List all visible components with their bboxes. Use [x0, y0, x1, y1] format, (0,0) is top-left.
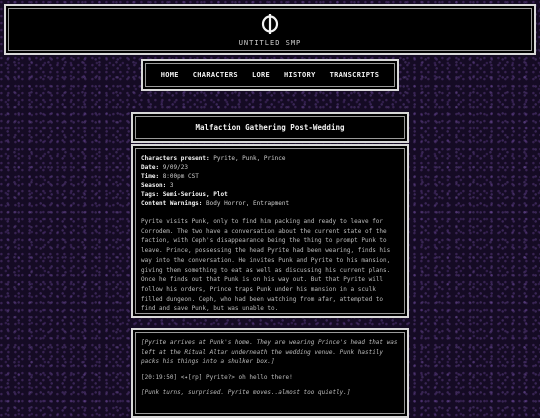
meta-season-label: Season: — [141, 182, 167, 189]
meta-date — [141, 163, 399, 172]
meta-characters-value: Pyrite, Punk, Prince — [213, 155, 286, 162]
meta-date-value: 9/09/23 — [162, 164, 188, 171]
post-summary: Pyrite visits Punk, only to find him packing and ready to leave for Corrodem. The two have a conversation about the current state of the faction, with Ceph's disappearance being the thing to prompt Punk to leave. Prince, possessing the head Pyrite had been wearing, finds his way into the conversation. He invites Punk and Pyrite to his mansion, giving them something to eat as well as discussing his current plans. Once he finds out that Punk is on his way out. But that Pyrite will follow his orders, Prince traps Punk under his mansion in a sculk filled dungeon. Ceph, who had been watching from afar, attempted to find and save Punk, but was unable to. — [141, 218, 391, 313]
meta-season-value: 3 — [169, 182, 174, 189]
main-nav — [141, 59, 399, 91]
nav-characters[interactable]: CHARACTERS — [192, 71, 238, 79]
meta-warnings-value: Body Horror, Entrapment — [206, 200, 290, 207]
site-header — [4, 4, 536, 55]
meta-season — [141, 181, 399, 190]
meta-warnings — [141, 199, 399, 208]
transcript-line: [Pyrite arrives at Punk's home. They are wearing Prince's head that was left at the Ritual Altar underneath the wedding venue. Punk hastily packs his things into a shulker box.] — [141, 339, 398, 365]
meta-tags — [141, 190, 399, 199]
meta-warnings-label: Content Warnings: — [141, 200, 203, 207]
nav-lore[interactable]: LORE — [251, 71, 270, 79]
meta-date-label: Date: — [141, 164, 160, 171]
transcript-line: [Punk turns, surprised. Pyrite moves..almost too quietly.] — [141, 389, 351, 396]
post-info-box — [131, 144, 409, 318]
phi-symbol-icon[interactable] — [261, 13, 279, 35]
meta-characters-label: Characters present: — [141, 155, 210, 162]
meta-time — [141, 172, 399, 181]
transcript-line: [20:19:50] <✦[rp] Pyrite?> oh hello there! — [141, 373, 293, 381]
nav-home[interactable]: HOME — [160, 71, 179, 79]
site-title: UNTITLED SMP — [238, 39, 302, 47]
meta-time-label: Time: — [141, 173, 160, 180]
meta-tags-label: Tags: — [141, 191, 160, 198]
nav-transcripts[interactable]: TRANSCRIPTS — [329, 71, 380, 79]
meta-tags-value: Semi-Serious, Plot — [162, 191, 228, 198]
post-title-box — [131, 112, 409, 143]
nav-history[interactable]: HISTORY — [284, 71, 316, 79]
meta-time-value: 8:00pm CST — [162, 173, 199, 180]
post-title: Malfaction Gathering Post-Wedding — [195, 123, 345, 132]
meta-characters — [141, 154, 399, 163]
